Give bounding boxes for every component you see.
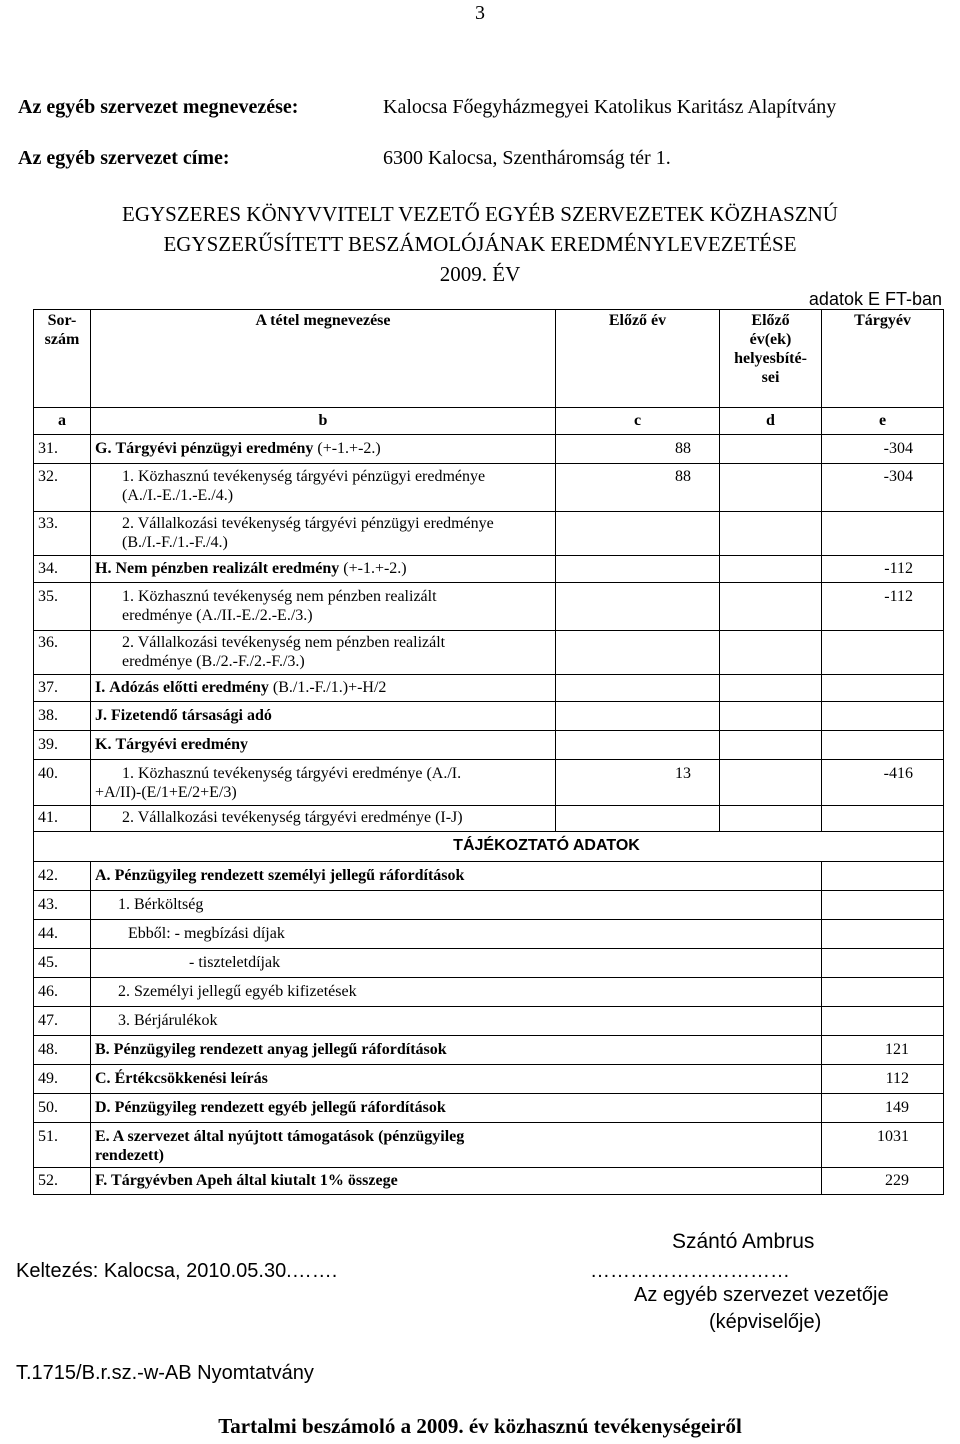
row-number: 40. [34,760,91,806]
row-value [822,891,944,920]
row-number: 32. [34,464,91,512]
row-current: -304 [822,464,944,512]
row-number: 38. [34,702,91,731]
row-previous: 88 [556,464,720,512]
table-row [34,435,944,464]
row-previous [556,583,720,631]
row-number: 47. [34,1007,91,1036]
row-number: 45. [34,949,91,978]
row-number: 50. [34,1094,91,1123]
row-item: 2. Vállalkozási tevékenység tárgyévi eredménye (I-J) [91,806,556,832]
page-number: 3 [475,2,485,24]
row-item: - tiszteletdíjak [91,949,822,978]
signer-name: Szántó Ambrus [672,1230,815,1253]
row-number: 31. [34,435,91,464]
row-value: 121 [822,1036,944,1065]
row-current: -304 [822,435,944,464]
header-sorszam: Sor- szám [34,310,91,408]
letter-d: d [720,408,822,435]
bottom-title: Tartalmi beszámoló a 2009. év közhasznú tevékenységeiről [218,1414,742,1438]
row-previous [556,702,720,731]
row-current [822,731,944,760]
row-number: 41. [34,806,91,832]
row-value [822,949,944,978]
table-header-row [34,310,944,408]
table-row [34,675,944,702]
row-number: 43. [34,891,91,920]
letter-b: b [91,408,556,435]
table-row [34,1094,944,1123]
letter-c: c [556,408,720,435]
header-corrections: Előző év(ek) helyesbíté- sei [720,310,822,408]
row-value: 149 [822,1094,944,1123]
row-current: -112 [822,556,944,583]
table-row [34,731,944,760]
row-value [822,862,944,891]
row-number: 48. [34,1036,91,1065]
row-current [822,675,944,702]
row-item: Ebből: - megbízási díjak [91,920,822,949]
row-value: 112 [822,1065,944,1094]
financial-table [33,309,944,1195]
signature-dots: ………………………… [590,1260,790,1282]
header-previous-year: Előző év [556,310,720,408]
table-row [34,920,944,949]
row-corrections [720,512,822,556]
row-corrections [720,631,822,675]
row-current: -112 [822,583,944,631]
letter-e: e [822,408,944,435]
row-corrections [720,760,822,806]
table-row [34,464,944,512]
row-item: F. Tárgyévben Apeh által kiutalt 1% összege [91,1168,822,1195]
row-number: 36. [34,631,91,675]
row-number: 44. [34,920,91,949]
table-row [34,583,944,631]
row-corrections [720,806,822,832]
row-item: G. Tárgyévi pénzügyi eredmény (+-1.+-2.) [91,435,556,464]
row-item: D. Pénzügyileg rendezett egyéb jellegű ráfordítások [91,1094,822,1123]
row-number: 49. [34,1065,91,1094]
row-value: 229 [822,1168,944,1195]
row-item: 1. Közhasznú tevékenység tárgyévi eredménye (A./I. +A/II)-(E/1+E/2+E/3) [91,760,556,806]
row-previous [556,731,720,760]
row-corrections [720,464,822,512]
row-current [822,512,944,556]
row-item: I. Adózás előtti eredmény (B./1.-F./1.)+-H/2 [91,675,556,702]
org-name-label: Az egyéb szervezet megnevezése: [18,96,299,118]
org-address-value: 6300 Kalocsa, Szentháromság tér 1. [383,147,671,169]
row-previous [556,675,720,702]
table-row [34,949,944,978]
table-row [34,978,944,1007]
row-item: 1. Közhasznú tevékenység tárgyévi pénzügyi eredménye (A./I.-E./1.-E./4.) [91,464,556,512]
row-previous [556,512,720,556]
row-number: 33. [34,512,91,556]
table-letter-row [34,408,944,435]
table-row [34,1123,944,1168]
row-value [822,978,944,1007]
row-item: J. Fizetendő társasági adó [91,702,556,731]
org-name-value: Kalocsa Főegyházmegyei Katolikus Karitász Alapítvány [383,96,837,118]
row-number: 46. [34,978,91,1007]
row-item: 1. Bérköltség [91,891,822,920]
table-row [34,891,944,920]
row-current [822,806,944,832]
row-corrections [720,675,822,702]
row-item: 1. Közhasznú tevékenység nem pénzben realizált eredménye (A./II.-E./2.-E./3.) [91,583,556,631]
row-item: 2. Vállalkozási tevékenység nem pénzben realizált eredménye (B./2.-F./2.-F./3.) [91,631,556,675]
row-previous: 13 [556,760,720,806]
row-corrections [720,702,822,731]
row-previous [556,556,720,583]
info-heading-row [34,832,944,862]
row-item: K. Tárgyévi eredmény [91,731,556,760]
row-corrections [720,435,822,464]
row-item: E. A szervezet által nyújtott támogatások (pénzügyileg rendezett) [91,1123,822,1168]
row-number: 35. [34,583,91,631]
table-row [34,631,944,675]
table-row [34,1168,944,1195]
row-corrections [720,731,822,760]
row-value [822,1007,944,1036]
table-row [34,1036,944,1065]
info-heading: TÁJÉKOZTATÓ ADATOK [34,832,944,862]
row-previous [556,806,720,832]
row-item: H. Nem pénzben realizált eredmény (+-1.+-2.) [91,556,556,583]
row-corrections [720,556,822,583]
title-line-2: EGYSZERŰSÍTETT BESZÁMOLÓJÁNAK EREDMÉNYLEVEZETÉSE [163,232,797,256]
signer-role: Az egyéb szervezet vezetője [634,1284,889,1306]
signer-role-paren: (képviselője) [709,1311,822,1333]
table-row [34,1065,944,1094]
header-current-year: Tárgyév [822,310,944,408]
row-item: 3. Bérjárulékok [91,1007,822,1036]
table-row [34,862,944,891]
row-value: 1031 [822,1123,944,1168]
row-item: B. Pénzügyileg rendezett anyag jellegű ráfordítások [91,1036,822,1065]
row-number: 51. [34,1123,91,1168]
org-address-label: Az egyéb szervezet címe: [18,147,230,169]
units-note: adatok E FT-ban [808,289,942,309]
row-number: 39. [34,731,91,760]
table-row [34,806,944,832]
row-number: 37. [34,675,91,702]
title-year: 2009. ÉV [439,262,521,286]
title-line-1: EGYSZERES KÖNYVVITELT VEZETŐ EGYÉB SZERVEZETEK KÖZHASZNÚ [122,202,838,226]
row-value [822,920,944,949]
table-row [34,760,944,806]
row-number: 42. [34,862,91,891]
table-row [34,702,944,731]
table-row [34,1007,944,1036]
row-number: 52. [34,1168,91,1195]
row-corrections [720,583,822,631]
row-number: 34. [34,556,91,583]
row-previous [556,631,720,675]
row-previous: 88 [556,435,720,464]
row-item: 2. Személyi jellegű egyéb kifizetések [91,978,822,1007]
row-current [822,631,944,675]
header-item-name: A tétel megnevezése [91,310,556,408]
row-item: C. Értékcsökkenési leírás [91,1065,822,1094]
row-current [822,702,944,731]
form-code: T.1715/B.r.sz.-w-AB Nyomtatvány [16,1362,314,1384]
table-row [34,556,944,583]
row-item: A. Pénzügyileg rendezett személyi jellegű ráfordítások [91,862,822,891]
letter-a: a [34,408,91,435]
table-row [34,512,944,556]
row-current: -416 [822,760,944,806]
date-line: Keltezés: Kalocsa, 2010.05.30.……. [16,1260,338,1282]
row-item: 2. Vállalkozási tevékenység tárgyévi pénzügyi eredménye (B./I.-F./1.-F./4.) [91,512,556,556]
